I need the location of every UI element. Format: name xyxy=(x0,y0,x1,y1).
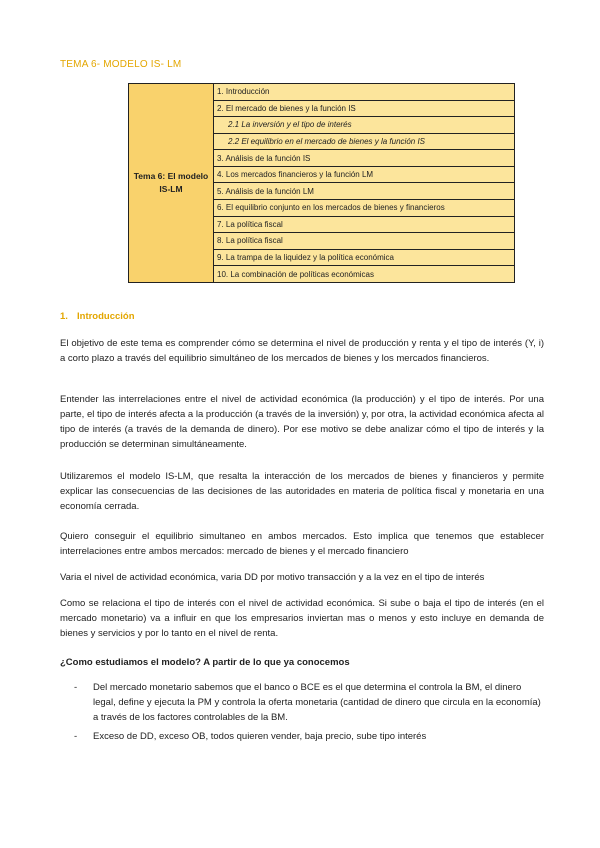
paragraph-objective: El objetivo de este tema es comprender cómo se determina el nivel de producción y renta y el tipo de interés (Y, i) a corto plazo a través del equilibrio simultáneo de los mercados de bienes y los mercados financieros. xyxy=(60,338,544,364)
section-number: 1. xyxy=(60,311,68,322)
toc-item: 7. La política fiscal xyxy=(214,217,514,234)
list-item xyxy=(60,680,544,725)
list-item xyxy=(60,729,544,744)
paragraph-islm-model: Utilizaremos el modelo IS-LM, que resalta la interacción de los mercados de bienes y financieros y permite explicar las consecuencias de las decisiones de las autoridades en materia de política fiscal y monetaria en una economía cerrada. xyxy=(60,471,544,512)
toc-topic-label: Tema 6: El modelo IS-LM xyxy=(129,84,214,282)
paragraph-equilibrium: Quiero conseguir el equilibrio simultaneo en ambos mercados. Esto implica que tenemos que establecer interrelaciones entre ambos mercados: mercado de bienes y el mercado financiero xyxy=(60,531,544,557)
page-title: TEMA 6- MODELO IS- LM xyxy=(60,59,182,70)
question-heading: ¿Como estudiamos el modelo? A partir de lo que ya conocemos xyxy=(60,657,350,668)
section-title: Introducción xyxy=(77,311,135,322)
toc-item: 6. El equilibrio conjunto en los mercados de bienes y financieros xyxy=(214,200,514,217)
toc-subitem: 2.2 El equilibrio en el mercado de bienes y la función IS xyxy=(214,134,514,151)
toc-item: 10. La combinación de políticas económicas xyxy=(214,266,514,282)
toc-item: 3. Análisis de la función IS xyxy=(214,150,514,167)
toc-item: 9. La trampa de la liquidez y la política económica xyxy=(214,250,514,267)
toc-item: 4. Los mercados financieros y la función LM xyxy=(214,167,514,184)
toc-item: 5. Análisis de la función LM xyxy=(214,183,514,200)
toc-table xyxy=(128,83,515,283)
bullet-dash: - xyxy=(74,682,78,693)
bullet-dash: - xyxy=(74,731,78,742)
toc-item: 2. El mercado de bienes y la función IS xyxy=(214,101,514,118)
paragraph-interrelations: Entender las interrelaciones entre el nivel de actividad económica (la producción) y el tipo de interés. Por una parte, el tipo de interés afecta a la producción (a través de la inversión) y, por otra, la actividad económica afecta al tipo de interés (a través de la demanda de dinero). Por ese motivo se debe analizar cómo el tipo de interés y la producción se determinan simultáneamente. xyxy=(60,394,544,450)
toc-item: 8. La política fiscal xyxy=(214,233,514,250)
list-item-text: Del mercado monetario sabemos que el banco o BCE es el que determina el controla la BM, el dinero legal, define y ejecuta la PM y controla la oferta monetaria (cantidad de dinero que circula en la economía) a través de los factores controlables de la BM. xyxy=(93,682,541,723)
section-heading xyxy=(60,311,135,322)
toc-list xyxy=(214,84,514,282)
toc-subitem: 2.1 La inversión y el tipo de interés xyxy=(214,117,514,134)
paragraph-interest-rate: Como se relaciona el tipo de interés con el nivel de actividad económica. Si sube o baja el tipo de interés (en el mercado monetario) va a influir en que los empresarios inviertan mas o menos y esto incluye en demanda de bienes y servicios y por lo tanto en el nivel de renta. xyxy=(60,598,544,639)
list-item-text: Exceso de DD, exceso OB, todos quieren vender, baja precio, sube tipo interés xyxy=(93,731,427,742)
bullet-list xyxy=(60,680,544,748)
paragraph-activity: Varia el nivel de actividad económica, varia DD por motivo transacción y a la vez en el tipo de interés xyxy=(60,572,485,583)
toc-item: 1. Introducción xyxy=(214,84,514,101)
